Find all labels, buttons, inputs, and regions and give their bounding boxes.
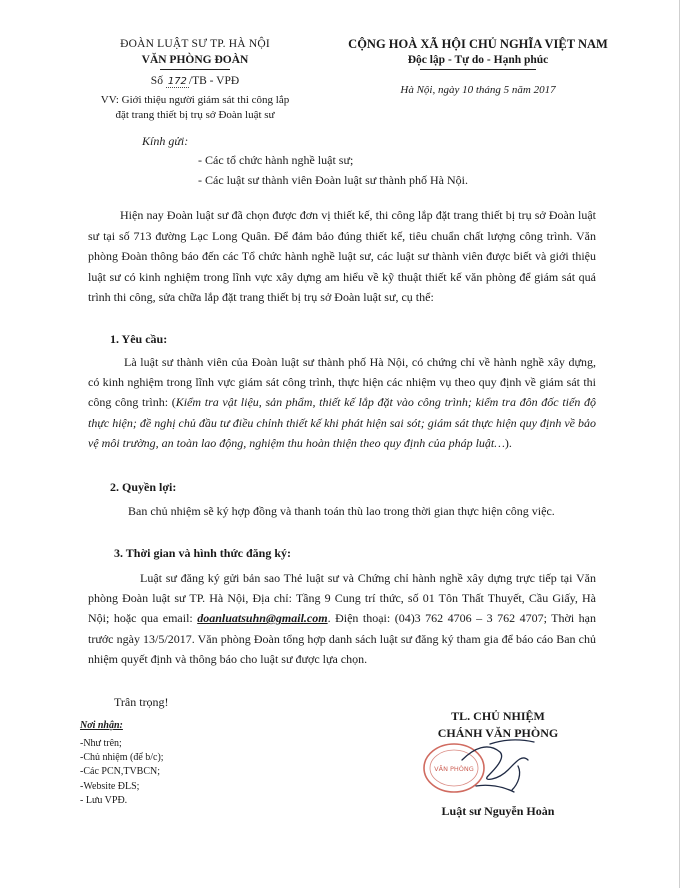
page-edge [679,0,680,888]
requirements-text: Là luật sư thành viên của Đoàn luật sư thành phố Hà Nội, có chứng chỉ về hành nghề xây dựng, có kinh nghiệm trong lĩnh vực giám sát công trình, thực hiện các nhiệm vụ theo quy định về giám sát thi công công trình: ( [88,355,596,410]
section-requirements-title: 1. Yêu cầu: [110,332,168,346]
recipients-list-item: -Các PCN,TVBCN; [80,766,160,778]
office-stamp [424,744,484,792]
closing: Trân trọng! [114,695,169,709]
handwritten-number: 172 [167,76,187,87]
number-suffix: /TB - VPĐ [188,75,240,87]
registration-text-end: . Điện thoại: (04)3 762 4706 – 3 762 4707; Thời hạn trước ngày 13/5/2017. Văn phòng Đoàn tổng hợp danh sách luật sư đăng ký tham gia để báo cáo Ban chủ nhiệm quyết định và thông báo cho luật sư được lựa chọn. [88,611,596,666]
stamp-text: VĂN PHÒNG [434,765,474,773]
recipients-list-title: Nơi nhận: [80,720,123,731]
section-rights-title: 2. Quyền lợi: [110,480,177,494]
subject-line-2: đặt trang thiết bị trụ sở Đoàn luật sư [115,109,275,121]
section-registration-title: 3. Thời gian và hình thức đăng ký: [114,546,292,560]
motto: Độc lập - Tự do - Hạnh phúc [407,54,549,66]
email-link[interactable]: doanluatsuhn@gmail.com [197,611,328,626]
section-rights-body [88,501,596,521]
document-date: Hà Nội, ngày 10 tháng 5 năm 2017 [400,84,556,96]
header-right [322,36,634,96]
registration-text: Luật sư đăng ký gửi bản sao Thẻ luật sư và Chứng chỉ hành nghề xây dựng trực tiếp tại Văn phòng Đoàn luật sư TP. Hà Nội, Địa chỉ: Tầng 9 Cung trí thức, số 01 Tôn Thất Thuyết, Cầu Giấy, Hà Nội; hoặc qua email: [88,571,596,626]
subject-line-1: VV: Giới thiệu người giám sát thi công lắp [100,94,290,106]
nation-title: CỘNG HOÀ XÃ HỘI CHỦ NGHĨA VIỆT NAM [348,37,608,51]
signature-line-1: TL. CHỦ NHIỆM [451,709,545,723]
section-requirements-body [88,352,596,453]
header-left [78,36,312,123]
recipient-2: - Các luật sư thành viên Đoàn luật sư thành phố Hà Nội. [198,173,468,187]
recipients-list-item: -Chủ nhiệm (để b/c); [80,752,164,764]
recipient-1: - Các tổ chức hành nghề luật sư; [198,153,354,167]
greeting: Kính gửi: [142,134,189,148]
section-registration-body [88,568,596,669]
office-underline [160,69,230,70]
organization-name: ĐOÀN LUẬT SƯ TP. HÀ NỘI [120,38,270,50]
recipients-list-item: -Như trên; [80,738,122,749]
subject [78,93,312,123]
signatory-name: Luật sư Nguyễn Hoàn [441,804,555,818]
document-number [78,73,312,90]
stamp-and-signature [418,730,550,800]
rights-text: Ban chủ nhiệm sẽ ký hợp đồng và thanh toán thù lao trong thời gian thực hiện công việc. [128,504,555,518]
recipients-list [80,737,164,808]
intro-paragraph [88,205,596,308]
motto-underline [420,69,536,70]
recipients-list-item: -Website ĐLS; [80,780,140,792]
office-name: VĂN PHÒNG ĐOÀN [141,54,249,66]
signature-line-2: CHÁNH VĂN PHÒNG [437,726,559,740]
recipients-list-item: - Lưu VPĐ. [80,794,128,806]
requirements-end: ). [504,435,512,450]
intro-text: Hiện nay Đoàn luật sư đã chọn được đơn vị thiết kế, thi công lắp đặt trang thiết bị trụ sở Đoàn luật sư tại số 713 đường Lạc Long Quân. Để đảm bảo đúng thiết kế, tiêu chuẩn chất lượng công trình. Văn phòng Đoàn thông báo đến các Tổ chức hành nghề luật sư, các luật sư thành viên được biết và giới thiệu luật sư có kinh nghiệm trong lĩnh vực xây dựng am hiểu về kỹ thuật thiết kế văn phòng để giám sát quá trình thi công, sửa chữa lắp đặt trang thiết bị trụ sở Đoàn luật sư, cụ thể: [88,208,596,304]
requirements-italic-text: Kiểm tra vật liệu, sản phẩm, thiết kế lắp đặt vào công trình; kiểm tra đôn đốc tiến độ thực hiện; đề nghị chủ đầu tư điều chỉnh thiết kế khi phát hiện sai sót; giám sát thực hiện quy định về bảo vệ môi trường, an toàn lao động, nghiệm thu hoàn thiện theo quy định của pháp luật… [88,395,597,450]
number-prefix: Số [150,75,163,87]
